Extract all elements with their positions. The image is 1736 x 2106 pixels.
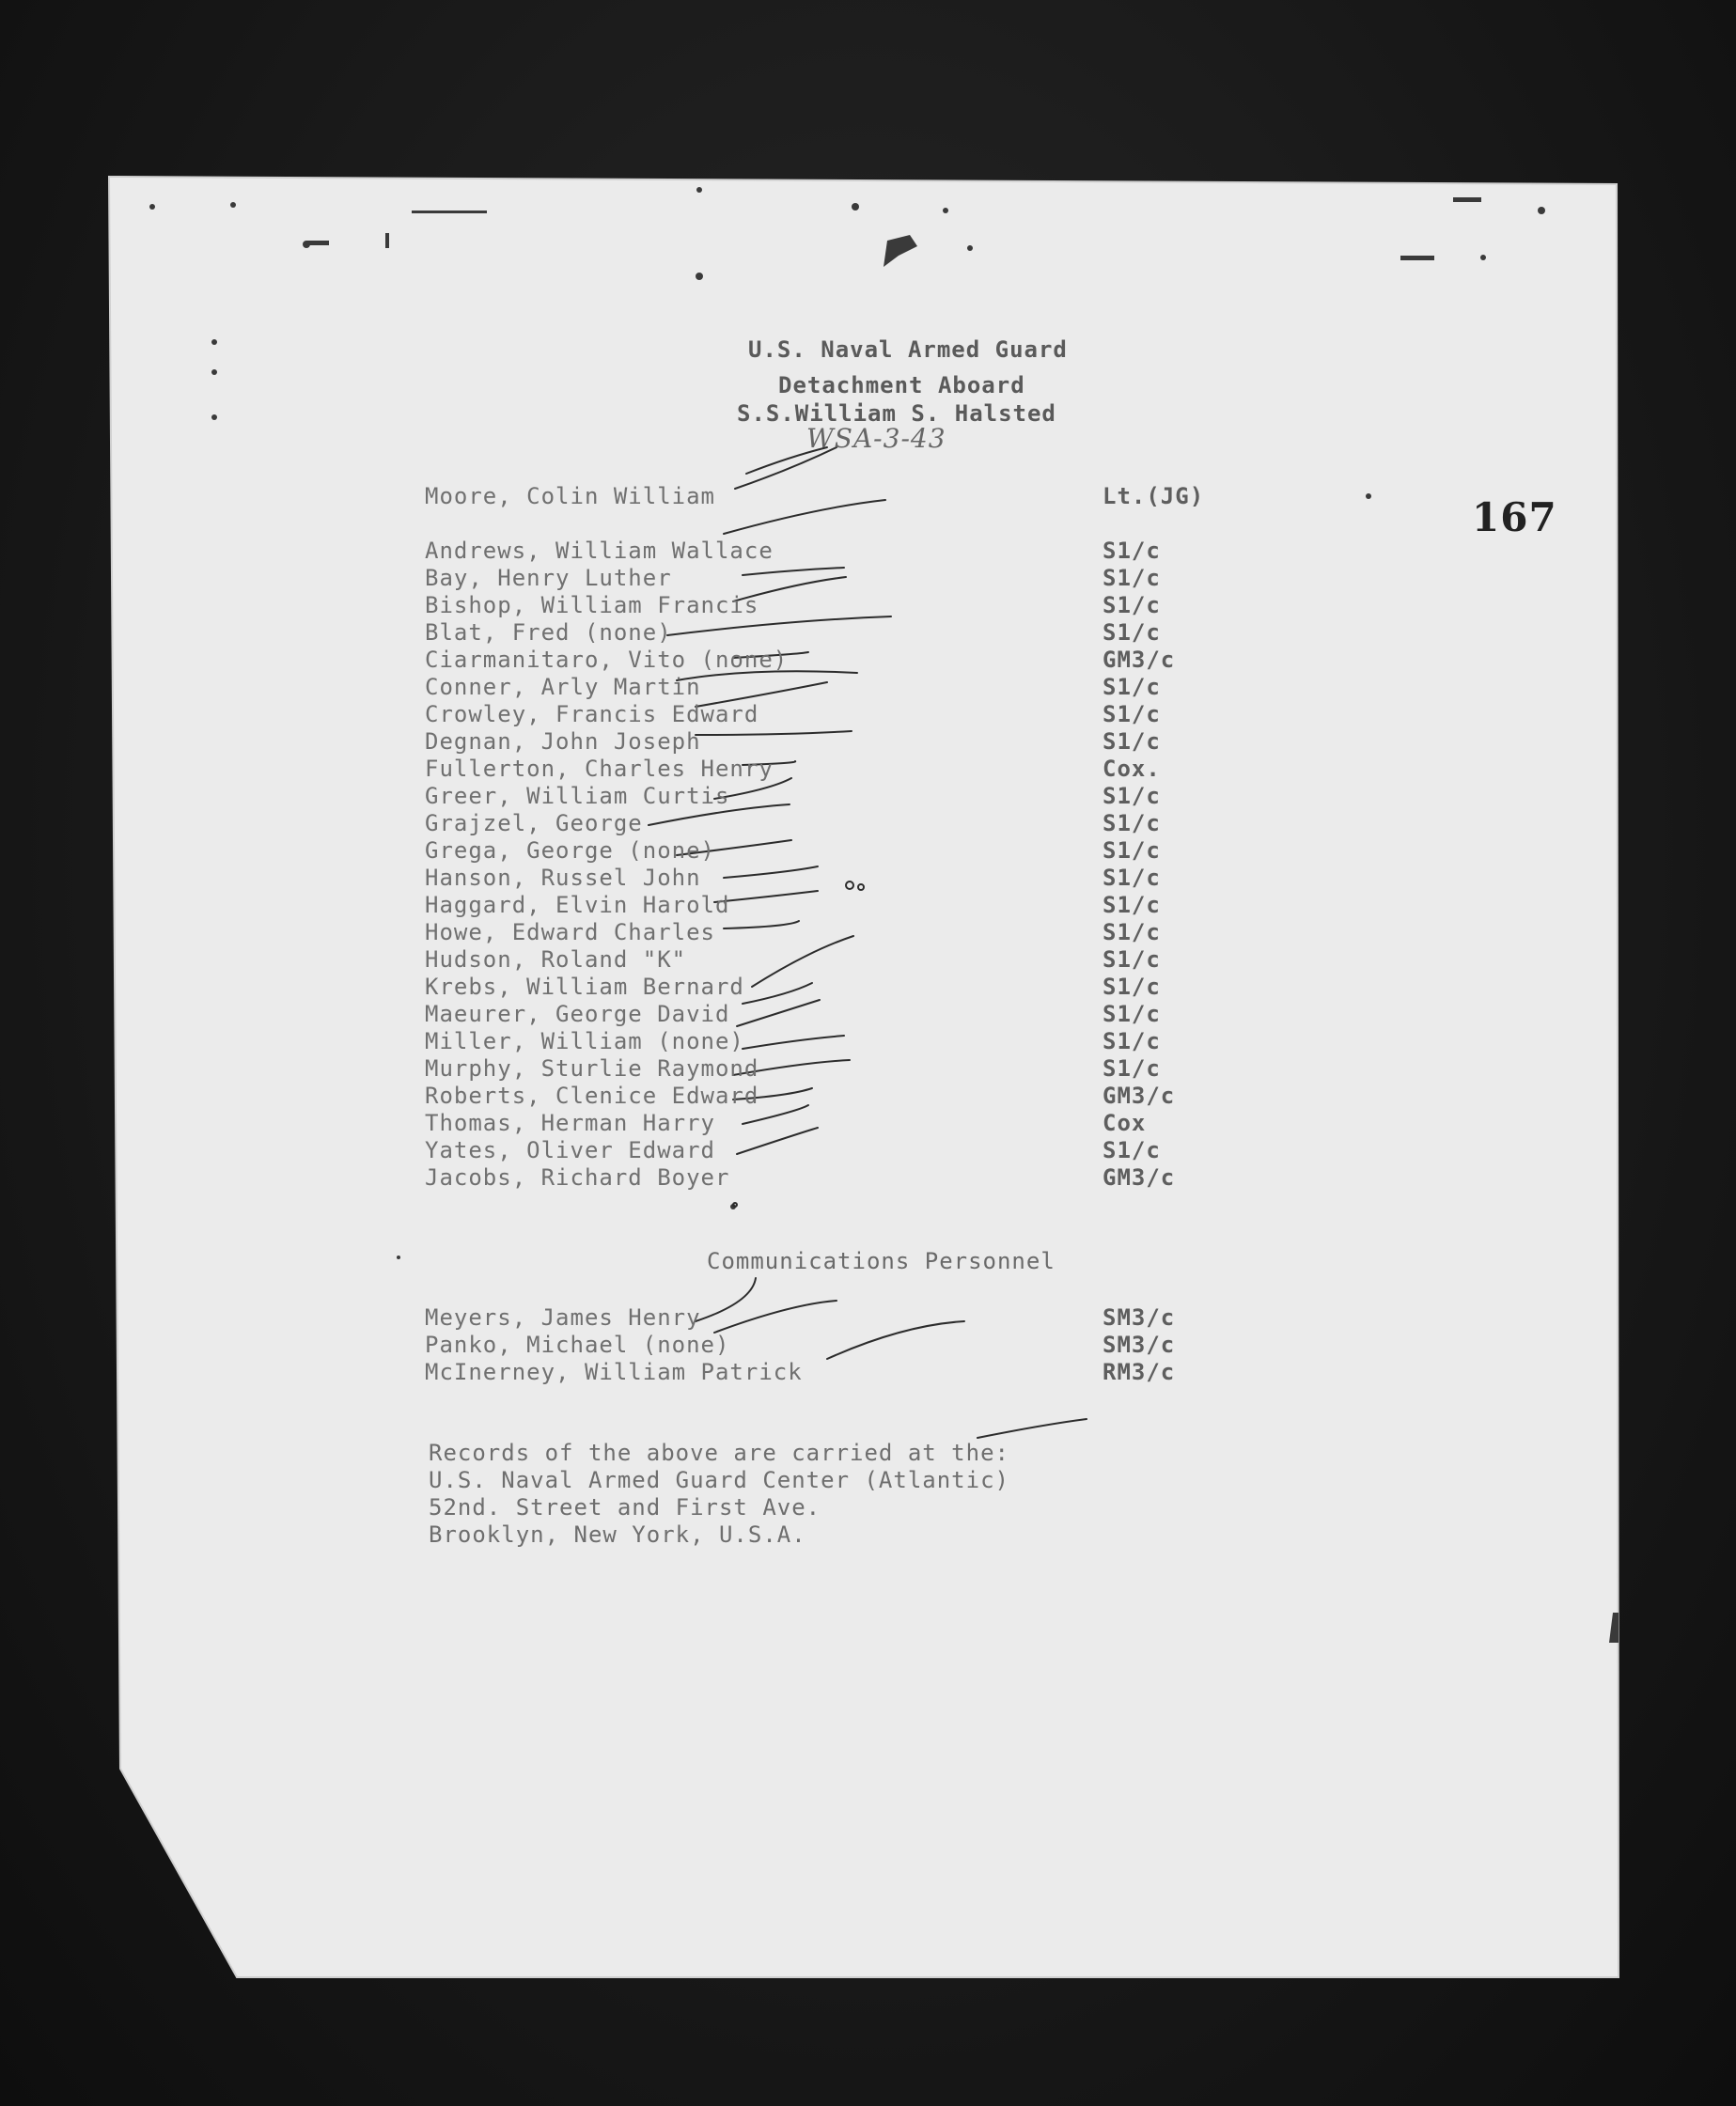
crew-name: Maeurer, George David [425,1001,730,1027]
crew-rank: S1/c [1103,892,1161,918]
crew-rank: S1/c [1103,837,1161,864]
comm-name: Panko, Michael (none) [425,1332,730,1358]
crew-name: Conner, Arly Martin [425,674,701,700]
crew-rank: S1/c [1103,1055,1161,1082]
crew-name: Hanson, Russel John [425,865,701,891]
crew-name: Krebs, William Bernard [425,974,744,1000]
comm-rank: SM3/c [1103,1304,1176,1331]
footer-line-4: Brooklyn, New York, U.S.A. [429,1521,806,1548]
crew-name: Yates, Oliver Edward [425,1137,715,1163]
crew-name: Bishop, William Francis [425,592,759,618]
crew-rank: S1/c [1103,701,1161,727]
crew-name: Howe, Edward Charles [425,919,715,945]
handwritten-note: WSA-3-43 [806,423,946,454]
comm-name: Meyers, James Henry [425,1304,701,1331]
crew-name: Miller, William (none) [425,1028,744,1054]
page-number: 167 [1472,494,1557,540]
crew-rank: S1/c [1103,810,1161,836]
crew-rank: S1/c [1103,1028,1161,1054]
crew-name: Roberts, Clenice Edward [425,1083,759,1109]
comm-rank: RM3/c [1103,1359,1176,1385]
crew-name: Fullerton, Charles Henry [425,756,774,782]
crew-name: Ciarmanitaro, Vito (none) [425,647,789,673]
heading-line-3: S.S.William S. Halsted [737,400,1056,427]
officer-name: Moore, Colin William [425,483,715,509]
crew-name: Blat, Fred (none) [425,619,672,646]
crew-rank: GM3/c [1103,1083,1176,1109]
crew-rank: S1/c [1103,783,1161,809]
crew-rank: S1/c [1103,1001,1161,1027]
crew-rank: GM3/c [1103,647,1176,673]
heading-line-2: Detachment Aboard [778,372,1025,398]
crew-rank: S1/c [1103,919,1161,945]
crew-name: Bay, Henry Luther [425,565,672,591]
crew-rank: S1/c [1103,974,1161,1000]
crew-rank: Cox [1103,1110,1147,1136]
crew-name: Grega, George (none) [425,837,715,864]
crew-rank: S1/c [1103,865,1161,891]
crew-rank: S1/c [1103,538,1161,564]
crew-rank: S1/c [1103,728,1161,755]
comm-rank: SM3/c [1103,1332,1176,1358]
crew-name: Jacobs, Richard Boyer [425,1164,730,1191]
crew-name: Andrews, William Wallace [425,538,774,564]
crew-rank: Cox. [1103,756,1161,782]
crew-rank: S1/c [1103,1137,1161,1163]
crew-name: Greer, William Curtis [425,783,730,809]
crew-name: Crowley, Francis Edward [425,701,759,727]
crew-rank: S1/c [1103,674,1161,700]
footer-line-1: Records of the above are carried at the: [429,1440,1009,1466]
heading-line-1: U.S. Naval Armed Guard [748,336,1068,363]
footer-line-2: U.S. Naval Armed Guard Center (Atlantic) [429,1467,1009,1493]
crew-rank: S1/c [1103,619,1161,646]
crew-name: Murphy, Sturlie Raymond [425,1055,759,1082]
crew-name: Hudson, Roland "K" [425,946,687,973]
crew-name: Haggard, Elvin Harold [425,892,730,918]
comm-name: McInerney, William Patrick [425,1359,803,1385]
communications-title: Communications Personnel [707,1248,1056,1274]
crew-rank: S1/c [1103,946,1161,973]
footer-line-3: 52nd. Street and First Ave. [429,1494,821,1521]
crew-name: Grajzel, George [425,810,643,836]
crew-rank: S1/c [1103,565,1161,591]
crew-rank: S1/c [1103,592,1161,618]
crew-name: Degnan, John Joseph [425,728,701,755]
crew-rank: GM3/c [1103,1164,1176,1191]
crew-name: Thomas, Herman Harry [425,1110,715,1136]
officer-rank: Lt.(JG) [1103,483,1205,509]
